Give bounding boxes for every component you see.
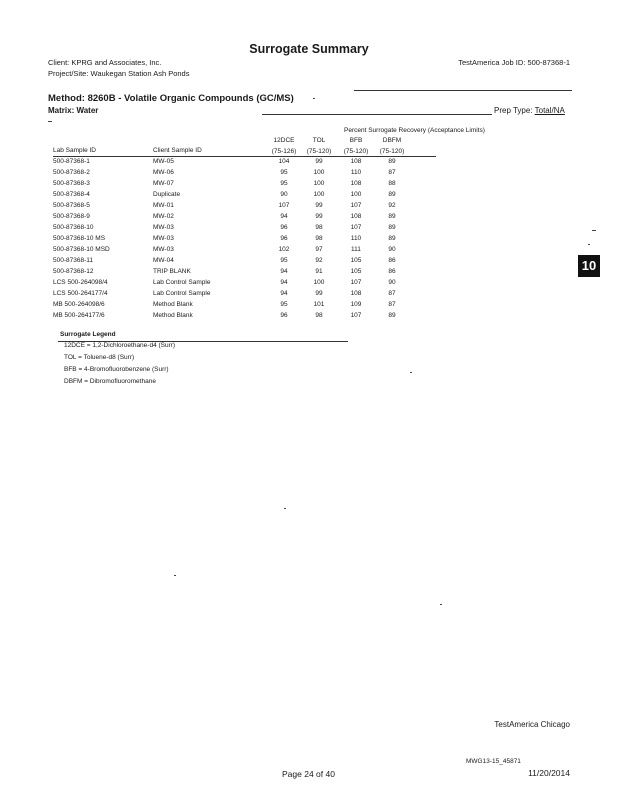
lab-sample-id: 500-87368-11 (53, 257, 93, 264)
client-sample-id: MW-02 (153, 213, 174, 220)
value-12dce: 95 (280, 180, 288, 187)
value-bfb: 107 (350, 202, 362, 209)
client-sample-id: MW-06 (153, 169, 174, 176)
client-sample-id: TRIP BLANK (153, 268, 191, 275)
value-bfb: 110 (350, 235, 362, 242)
client-sample-id: Method Blank (153, 312, 193, 319)
legend-item: TOL = Toluene-d8 (Surr) (64, 354, 135, 361)
col-12dce: 12DCE (273, 137, 295, 144)
legend-item: 12DCE = 1,2-Dichloroethane-d4 (Surr) (64, 342, 176, 349)
value-bfb: 105 (350, 268, 362, 275)
report-date: 11/20/2014 (528, 768, 570, 778)
client-sample-id: Lab Control Sample (153, 279, 211, 286)
value-bfb: 110 (350, 169, 362, 176)
value-12dce: 94 (280, 279, 288, 286)
lab-sample-id: 500-87368-10 MS (53, 235, 106, 242)
stray-mark (284, 508, 286, 509)
stray-mark (440, 604, 442, 605)
value-12dce: 95 (280, 301, 288, 308)
value-dbfm: 87 (388, 301, 396, 308)
value-12dce: 96 (280, 235, 288, 242)
section-tab: 10 (578, 255, 600, 277)
value-tol: 100 (313, 191, 325, 198)
value-dbfm: 89 (388, 213, 396, 220)
col-tol: TOL (312, 137, 326, 144)
col-tol-limits: (75-120) (306, 148, 332, 155)
client-sample-id: MW-01 (153, 202, 174, 209)
value-tol: 100 (313, 169, 325, 176)
lab-sample-id: 500-87368-9 (53, 213, 90, 220)
value-12dce: 96 (280, 312, 288, 319)
value-dbfm: 87 (388, 169, 396, 176)
value-tol: 99 (315, 202, 323, 209)
client-sample-id: MW-04 (153, 257, 174, 264)
value-tol: 98 (315, 312, 323, 319)
value-bfb: 100 (350, 191, 362, 198)
value-dbfm: 86 (388, 257, 396, 264)
lab-name: TestAmerica Chicago (494, 720, 570, 729)
stray-mark (174, 575, 176, 576)
client-sample-id: MW-03 (153, 224, 174, 231)
method-heading: Method: 8260B - Volatile Organic Compounds (GC/MS) (48, 93, 294, 104)
value-bfb: 108 (350, 213, 362, 220)
value-dbfm: 90 (388, 246, 396, 253)
stray-mark (588, 244, 590, 245)
value-tol: 100 (313, 279, 325, 286)
value-12dce: 96 (280, 224, 288, 231)
lab-sample-id: 500-87368-10 (53, 224, 94, 231)
page-number: Page 24 of 40 (282, 769, 335, 779)
prep-type-label: Prep Type: (494, 106, 535, 115)
value-bfb: 111 (351, 246, 361, 253)
matrix-label: Matrix: Water (48, 106, 99, 115)
value-tol: 92 (315, 257, 323, 264)
value-dbfm: 89 (388, 191, 396, 198)
surrogate-legend-title: Surrogate Legend (60, 331, 116, 338)
legend-item: BFB = 4-Bromofluorobenzene (Surr) (64, 366, 169, 373)
value-dbfm: 89 (388, 312, 396, 319)
value-dbfm: 89 (388, 224, 396, 231)
client-sample-id: MW-07 (153, 180, 174, 187)
prep-type-value: Total/NA (534, 106, 565, 115)
value-bfb: 107 (350, 279, 362, 286)
col-lab-sample-id: Lab Sample ID (53, 147, 96, 154)
prep-type (494, 106, 565, 115)
value-12dce: 94 (280, 268, 288, 275)
col-bfb-limits: (75-120) (343, 148, 369, 155)
value-tol: 91 (315, 268, 323, 275)
value-tol: 101 (313, 301, 325, 308)
value-dbfm: 88 (388, 180, 396, 187)
value-12dce: 95 (280, 257, 288, 264)
value-tol: 97 (315, 246, 323, 253)
value-tol: 98 (315, 224, 323, 231)
value-tol: 99 (315, 290, 323, 297)
lab-sample-id: 500-87368-1 (53, 158, 90, 165)
client-sample-id: MW-03 (153, 235, 174, 242)
value-tol: 100 (313, 180, 325, 187)
col-dbfm-limits: (75-120) (379, 148, 405, 155)
lab-sample-id: 500-87368-3 (53, 180, 90, 187)
value-bfb: 105 (350, 257, 362, 264)
stray-mark (592, 230, 596, 231)
lab-sample-id: 500-87368-4 (53, 191, 90, 198)
value-bfb: 108 (350, 290, 362, 297)
value-tol: 99 (315, 213, 323, 220)
lab-sample-id: 500-87368-5 (53, 202, 90, 209)
client-sample-id: Lab Control Sample (153, 290, 211, 297)
lab-sample-id: 500-87368-2 (53, 169, 90, 176)
document-id: MWG13-15_45871 (466, 758, 521, 765)
matrix-rule (262, 114, 492, 115)
client-line: Client: KPRG and Associates, Inc. (48, 58, 162, 67)
value-dbfm: 86 (388, 268, 396, 275)
legend-item: DBFM = Dibromofluoromethane (64, 378, 156, 385)
value-bfb: 107 (350, 312, 362, 319)
job-id: TestAmerica Job ID: 500-87368-1 (458, 58, 570, 67)
lab-sample-id: 500-87368-10 MSD (53, 246, 110, 253)
value-12dce: 102 (278, 246, 290, 253)
value-bfb: 108 (350, 158, 362, 165)
percent-recovery-header: Percent Surrogate Recovery (Acceptance Limits) (344, 127, 485, 134)
client-sample-id: MW-05 (153, 158, 174, 165)
value-bfb: 108 (350, 180, 362, 187)
client-sample-id: MW-03 (153, 246, 174, 253)
lab-sample-id: LCS 500-264177/4 (53, 290, 108, 297)
value-tol: 98 (315, 235, 323, 242)
value-12dce: 94 (280, 213, 288, 220)
col-dbfm: DBFM (382, 137, 402, 144)
value-12dce: 95 (280, 169, 288, 176)
value-dbfm: 89 (388, 235, 396, 242)
stray-mark (48, 121, 52, 122)
value-12dce: 107 (278, 202, 290, 209)
col-bfb: BFB (349, 137, 363, 144)
lab-sample-id: LCS 500-264098/4 (53, 279, 108, 286)
page-title: Surrogate Summary (249, 42, 369, 56)
lab-sample-id: 500-87368-12 (53, 268, 94, 275)
value-12dce: 90 (280, 191, 288, 198)
value-bfb: 109 (350, 301, 362, 308)
lab-sample-id: MB 500-264098/6 (53, 301, 105, 308)
lab-sample-id: MB 500-264177/6 (53, 312, 105, 319)
header-rule (354, 90, 572, 91)
col-client-sample-id: Client Sample ID (153, 147, 202, 154)
client-sample-id: Duplicate (153, 191, 181, 198)
value-bfb: 107 (350, 224, 362, 231)
value-12dce: 94 (280, 290, 288, 297)
value-dbfm: 90 (388, 279, 396, 286)
col-12dce-limits: (75-126) (271, 148, 297, 155)
value-dbfm: 89 (388, 158, 396, 165)
client-sample-id: Method Blank (153, 301, 193, 308)
value-tol: 99 (315, 158, 323, 165)
value-dbfm: 92 (388, 202, 396, 209)
stray-mark (410, 372, 412, 373)
value-dbfm: 87 (388, 290, 396, 297)
stray-mark (313, 98, 315, 99)
project-line: Project/Site: Waukegan Station Ash Ponds (48, 69, 190, 78)
value-12dce: 104 (278, 158, 290, 165)
